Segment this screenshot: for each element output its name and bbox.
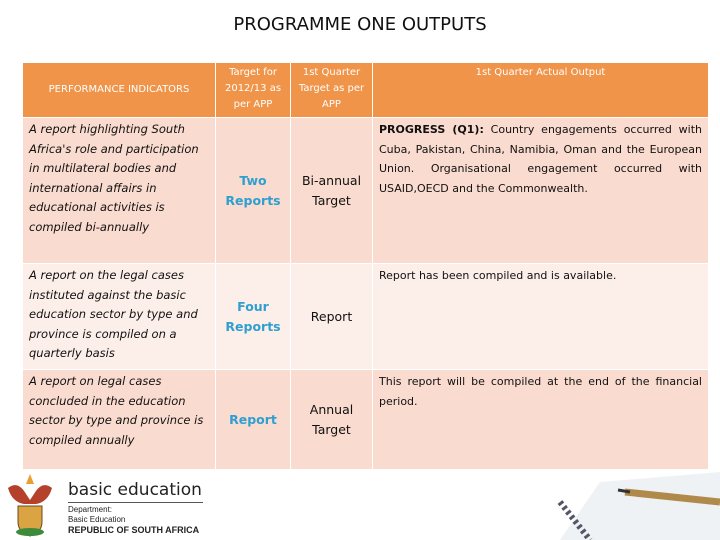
q1-target-cell: Annual Target	[291, 370, 373, 470]
table-row	[23, 370, 709, 470]
q1-target-cell: Report	[291, 264, 373, 370]
table-row	[23, 118, 709, 264]
target-cell: Report	[216, 370, 291, 470]
indicator-cell: A report highlighting South Africa's role and participation in multilateral bodies and international affairs in educational activities is compiled bi-annually	[23, 118, 216, 264]
header-actual-output: 1st Quarter Actual Output	[373, 63, 709, 118]
target-cell: Two Reports	[216, 118, 291, 264]
target-cell: Four Reports	[216, 264, 291, 370]
output-cell	[373, 118, 709, 264]
department-label	[68, 505, 199, 535]
indicator-cell: A report on the legal cases instituted against the basic education sector by type and province is compiled on a quarterly basis	[23, 264, 216, 370]
coat-of-arms-logo	[4, 470, 56, 538]
output-cell: Report has been compiled and is available.	[373, 264, 709, 370]
indicator-cell: A report on legal cases concluded in the education sector by type and province is compiled annually	[23, 370, 216, 470]
page-title: PROGRAMME ONE OUTPUTS	[233, 14, 487, 35]
progress-label: PROGRESS (Q1):	[379, 123, 484, 136]
table-header-row	[23, 63, 709, 118]
output-cell: This report will be compiled at the end of the financial period.	[373, 370, 709, 470]
table-row	[23, 264, 709, 370]
output-text: Country engagements occurred with Cuba, Pakistan, China, Namibia, Oman and the European Union. Organisational engagement occurred with USAID,OECD and the Commonwealth.	[379, 123, 702, 195]
dept-line: Department:	[68, 505, 113, 514]
header-target: Target for 2012/13 as per APP	[216, 63, 291, 118]
dept-line: REPUBLIC OF SOUTH AFRICA	[68, 525, 200, 535]
pen-notebook-image	[540, 472, 720, 540]
header-q1-target: 1st Quarter Target as per APP	[291, 63, 373, 118]
header-indicators: PERFORMANCE INDICATORS	[23, 63, 216, 118]
outputs-table	[22, 62, 709, 470]
q1-target-cell: Bi-annual Target	[291, 118, 373, 264]
dept-line: Basic Education	[68, 515, 126, 524]
brand-name: basic education	[68, 480, 203, 503]
